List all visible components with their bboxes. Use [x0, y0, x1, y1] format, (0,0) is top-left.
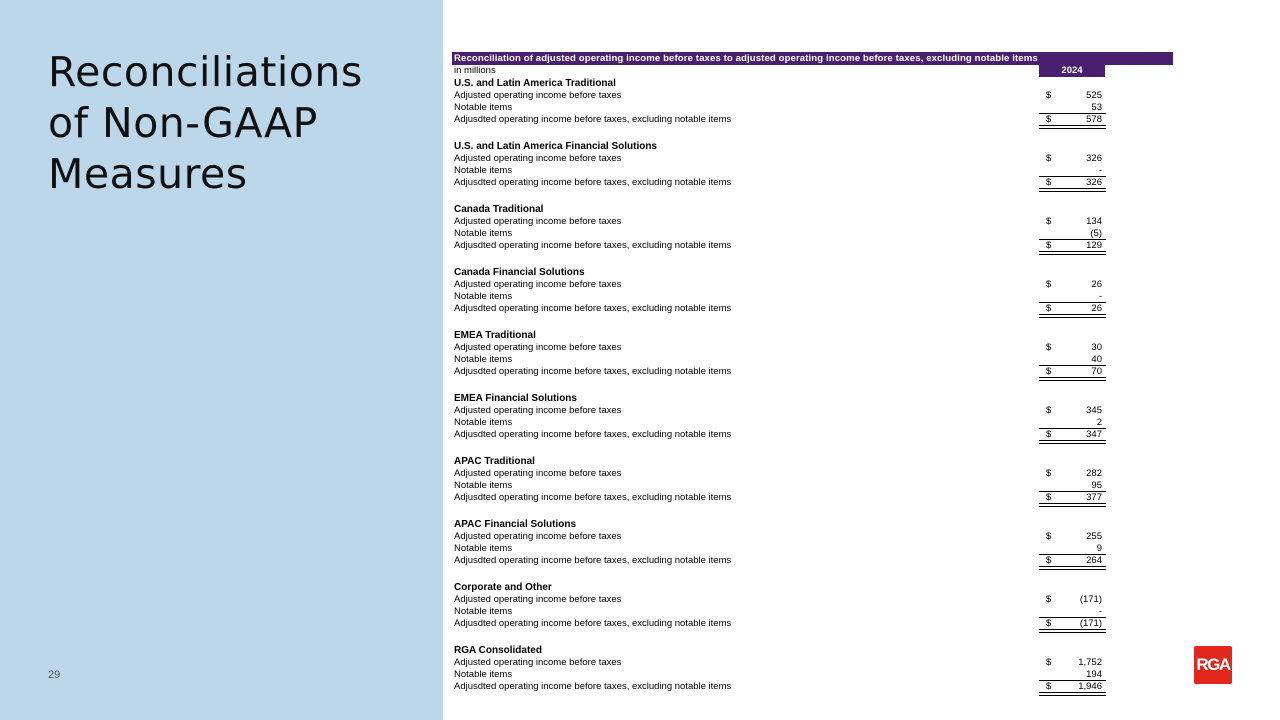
row-adjusted	[452, 153, 1173, 165]
amount-value: 326	[1086, 153, 1102, 164]
currency-symbol: $	[1046, 240, 1052, 251]
currency-symbol: $	[1046, 531, 1052, 542]
row-label: Notable items	[454, 480, 513, 491]
segment-title: Corporate and Other	[454, 582, 552, 593]
left-panel	[0, 0, 443, 720]
row-excluding	[452, 366, 1173, 378]
row-label: Adjusted operating income before taxes	[454, 531, 622, 542]
double-underline-rule	[1039, 566, 1106, 570]
row-label: Adjusdted operating income before taxes, excluding notable items	[454, 681, 732, 692]
row-label: Adjusted operating income before taxes	[454, 90, 622, 101]
row-label: Notable items	[454, 102, 513, 113]
row-label: Adjusdted operating income before taxes, excluding notable items	[454, 303, 732, 314]
double-underline-rule	[1039, 440, 1106, 444]
slide-title-line: Reconciliations	[48, 48, 363, 96]
row-notable	[452, 480, 1106, 492]
currency-symbol: $	[1046, 216, 1052, 227]
units-label: in millions	[454, 65, 496, 76]
row-label: Adjusted operating income before taxes	[454, 468, 622, 479]
row-label: Adjusdted operating income before taxes, excluding notable items	[454, 114, 732, 125]
currency-symbol: $	[1046, 279, 1052, 290]
amount-value: (171)	[1079, 594, 1102, 605]
double-underline-rule	[1039, 692, 1106, 696]
segment-title: EMEA Financial Solutions	[454, 393, 577, 404]
row-excluding	[452, 492, 1173, 504]
amount-value: 525	[1086, 90, 1102, 101]
page-number: 29	[48, 669, 61, 681]
table-title: Reconciliation of adjusted operating income before taxes to adjusted operating income before taxes, excluding notable items	[452, 52, 1173, 65]
currency-symbol: $	[1046, 657, 1052, 668]
slide-title-line: of Non-GAAP	[48, 99, 318, 147]
row-excluding	[452, 240, 1173, 252]
currency-symbol: $	[1046, 177, 1052, 188]
amount-value: 345	[1086, 405, 1102, 416]
amount-value: -	[1098, 606, 1102, 617]
segments-list	[452, 77, 1173, 693]
row-adjusted	[452, 405, 1173, 417]
segment-title: APAC Financial Solutions	[454, 519, 577, 530]
segment-block	[452, 644, 1173, 693]
currency-symbol: $	[1046, 555, 1052, 566]
row-label: Adjusted operating income before taxes	[454, 594, 622, 605]
amount-value: 30	[1091, 342, 1102, 353]
amount-value: 129	[1086, 240, 1102, 251]
row-label: Adjusdted operating income before taxes, excluding notable items	[454, 177, 732, 188]
row-label: Adjusted operating income before taxes	[454, 216, 622, 227]
year-column-header: 2024	[1039, 65, 1105, 77]
currency-symbol: $	[1046, 468, 1052, 479]
amount-value: 1,946	[1078, 681, 1102, 692]
amount-value: (5)	[1090, 228, 1102, 239]
row-excluding	[452, 618, 1173, 630]
row-label: Adjusdted operating income before taxes, excluding notable items	[454, 366, 732, 377]
double-underline-rule	[1039, 188, 1106, 192]
amount-value: 578	[1086, 114, 1102, 125]
segment-block	[452, 203, 1173, 252]
segment-block	[452, 455, 1173, 504]
segment-block	[452, 392, 1173, 441]
currency-symbol: $	[1046, 429, 1052, 440]
row-notable	[452, 228, 1106, 240]
row-adjusted	[452, 342, 1173, 354]
logo-text: RGA	[1196, 655, 1230, 674]
currency-symbol: $	[1046, 594, 1052, 605]
double-underline-rule	[1039, 377, 1106, 381]
segment-title: APAC Traditional	[454, 456, 535, 467]
row-notable	[452, 291, 1106, 303]
row-label: Notable items	[454, 669, 513, 680]
row-label: Adjusted operating income before taxes	[454, 153, 622, 164]
currency-symbol: $	[1046, 492, 1052, 503]
amount-value: -	[1098, 291, 1102, 302]
row-adjusted	[452, 594, 1173, 606]
row-adjusted	[452, 90, 1173, 102]
segment-title: U.S. and Latin America Traditional	[454, 78, 616, 89]
row-notable	[452, 165, 1106, 177]
segment-block	[452, 266, 1173, 315]
row-adjusted	[452, 279, 1173, 291]
currency-symbol: $	[1046, 153, 1052, 164]
amount-value: (171)	[1079, 618, 1102, 629]
segment-title: Canada Financial Solutions	[454, 267, 585, 278]
row-notable	[452, 102, 1106, 114]
amount-value: 282	[1086, 468, 1102, 479]
row-notable	[452, 417, 1106, 429]
row-label: Notable items	[454, 228, 513, 239]
amount-value: 70	[1091, 366, 1102, 377]
reconciliation-table	[452, 52, 1173, 707]
row-excluding	[452, 555, 1173, 567]
amount-value: 26	[1091, 303, 1102, 314]
amount-value: 255	[1086, 531, 1102, 542]
amount-value: 134	[1086, 216, 1102, 227]
row-excluding	[452, 429, 1173, 441]
currency-symbol: $	[1046, 366, 1052, 377]
double-underline-rule	[1039, 503, 1106, 507]
row-adjusted	[452, 657, 1173, 669]
currency-symbol: $	[1046, 303, 1052, 314]
segment-title: EMEA Traditional	[454, 330, 536, 341]
amount-value: 1,752	[1078, 657, 1102, 668]
currency-symbol: $	[1046, 681, 1052, 692]
currency-symbol: $	[1046, 342, 1052, 353]
row-label: Notable items	[454, 291, 513, 302]
double-underline-rule	[1039, 314, 1106, 318]
row-label: Notable items	[454, 543, 513, 554]
amount-value: 53	[1091, 102, 1102, 113]
currency-symbol: $	[1046, 90, 1052, 101]
row-notable	[452, 543, 1106, 555]
currency-symbol: $	[1046, 405, 1052, 416]
row-label: Notable items	[454, 417, 513, 428]
segment-block	[452, 581, 1173, 630]
segment-block	[452, 140, 1173, 189]
amount-value: 26	[1091, 279, 1102, 290]
row-label: Adjusdted operating income before taxes, excluding notable items	[454, 429, 732, 440]
amount-value: 40	[1091, 354, 1102, 365]
row-adjusted	[452, 531, 1173, 543]
row-label: Notable items	[454, 606, 513, 617]
segment-title: RGA Consolidated	[454, 645, 542, 656]
amount-value: 326	[1086, 177, 1102, 188]
row-excluding	[452, 114, 1173, 126]
row-label: Adjusted operating income before taxes	[454, 657, 622, 668]
row-adjusted	[452, 216, 1173, 228]
row-label: Adjusted operating income before taxes	[454, 342, 622, 353]
row-excluding	[452, 681, 1173, 693]
row-notable	[452, 354, 1106, 366]
segment-block	[452, 77, 1173, 126]
row-notable	[452, 669, 1106, 681]
amount-value: 194	[1086, 669, 1102, 680]
rga-logo	[1194, 646, 1232, 684]
row-label: Adjusdted operating income before taxes, excluding notable items	[454, 492, 732, 503]
amount-value: 2	[1096, 417, 1102, 428]
units-row	[452, 65, 1173, 77]
segment-title: Canada Traditional	[454, 204, 544, 215]
row-label: Adjusted operating income before taxes	[454, 405, 622, 416]
segment-block	[452, 329, 1173, 378]
row-label: Notable items	[454, 165, 513, 176]
row-label: Adjusdted operating income before taxes, excluding notable items	[454, 240, 732, 251]
row-label: Notable items	[454, 354, 513, 365]
amount-value: 95	[1091, 480, 1102, 491]
row-excluding	[452, 177, 1173, 189]
row-notable	[452, 606, 1106, 618]
double-underline-rule	[1039, 629, 1106, 633]
row-label: Adjusted operating income before taxes	[454, 279, 622, 290]
row-label: Adjusdted operating income before taxes, excluding notable items	[454, 555, 732, 566]
segment-block	[452, 518, 1173, 567]
slide-title-line: Measures	[48, 150, 248, 198]
row-label: Adjusdted operating income before taxes, excluding notable items	[454, 618, 732, 629]
double-underline-rule	[1039, 251, 1106, 255]
amount-value: 347	[1086, 429, 1102, 440]
amount-value: -	[1098, 165, 1102, 176]
segment-title: U.S. and Latin America Financial Solutions	[454, 141, 657, 152]
amount-value: 9	[1096, 543, 1102, 554]
amount-value: 377	[1086, 492, 1102, 503]
currency-symbol: $	[1046, 618, 1052, 629]
currency-symbol: $	[1046, 114, 1052, 125]
row-adjusted	[452, 468, 1173, 480]
amount-value: 264	[1086, 555, 1102, 566]
slide-title	[48, 47, 363, 200]
double-underline-rule	[1039, 125, 1106, 129]
row-excluding	[452, 303, 1173, 315]
